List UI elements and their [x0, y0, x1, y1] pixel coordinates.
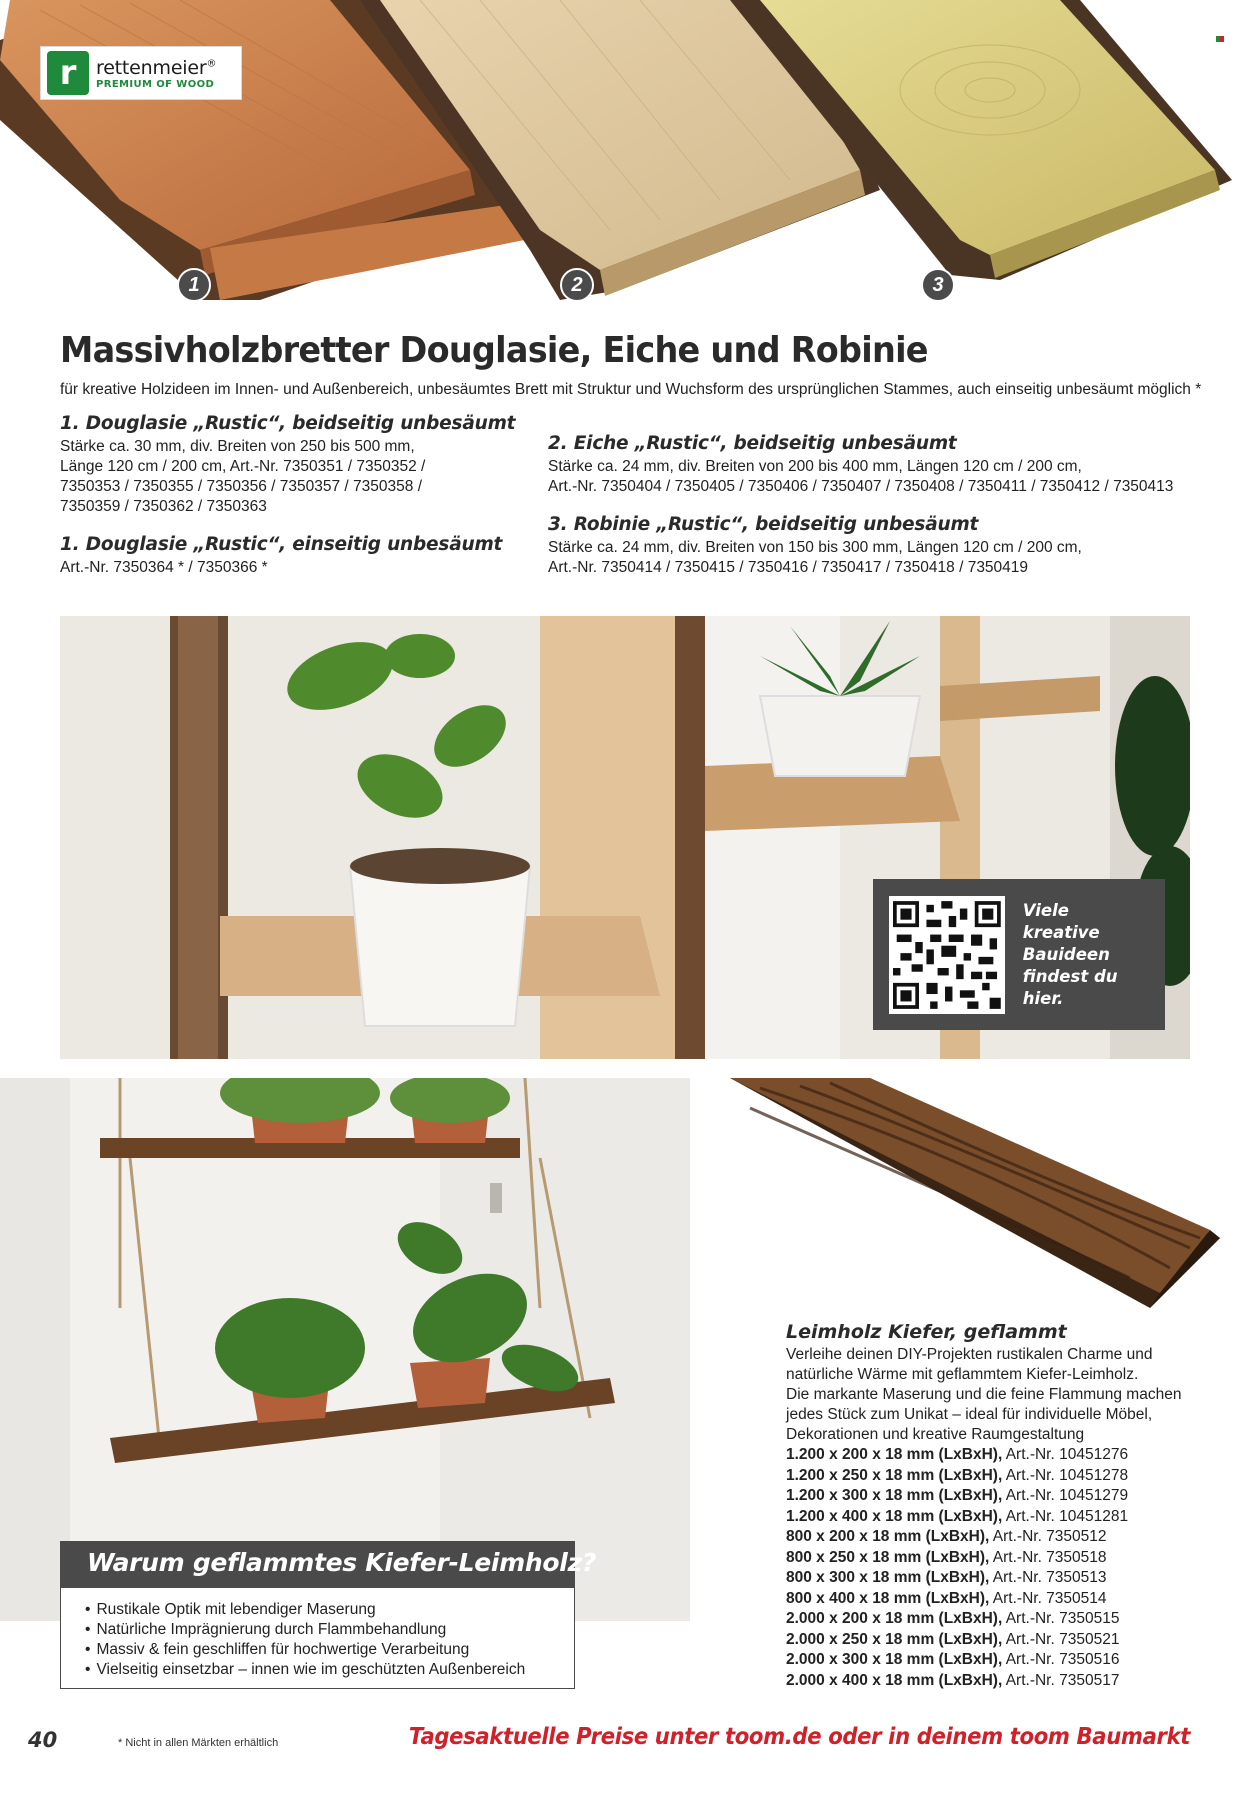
qr-code-box[interactable] — [873, 879, 1165, 1030]
leimholz-product — [786, 1321, 1206, 1691]
product-line: Stärke ca. 30 mm, div. Breiten von 250 bis 500 mm, — [60, 438, 415, 455]
product-title: 1. Douglasie „Rustic“, beidseitig unbesäumt — [60, 413, 516, 434]
list-item: • Vielseitig einsetzbar – innen wie im geschützten Außenbereich — [85, 1660, 574, 1680]
qr-code-icon[interactable] — [889, 896, 1005, 1014]
list-item: • Natürliche Imprägnierung durch Flammbehandlung — [85, 1620, 574, 1640]
page-title: Massivholzbretter Douglasie, Eiche und Robinie — [60, 330, 928, 371]
badge-3: 3 — [921, 268, 955, 302]
product-line: 7350353 / 7350355 / 7350356 / 7350357 / 7350358 / — [60, 478, 423, 495]
brand-logo — [40, 46, 242, 100]
qr-caption-line: Viele kreative — [1022, 900, 1100, 942]
size-item: 1.200 x 250 x 18 mm (LxBxH), Art.-Nr. 10451278 — [786, 1466, 1129, 1484]
product-line: Die markante Maserung und die feine Flammung machen — [786, 1386, 1182, 1403]
why-list — [61, 1588, 574, 1680]
hanging-shelf-photo — [0, 1078, 690, 1621]
intro-text: für kreative Holzideen im Innen- und Außenbereich, unbesäumtes Brett mit Struktur und Wuchsform des ursprünglichen Stammes, auch einseitig unbesäumt möglich * — [60, 381, 1202, 398]
product-douglasie-einseitig — [60, 534, 502, 578]
size-item: 800 x 400 x 18 mm (LxBxH), Art.-Nr. 7350514 — [786, 1589, 1107, 1607]
size-item: 800 x 300 x 18 mm (LxBxH), Art.-Nr. 7350513 — [786, 1569, 1107, 1586]
product-line: Stärke ca. 24 mm, div. Breiten von 150 bis 300 mm, Längen 120 cm / 200 cm, — [548, 539, 1082, 556]
product-title: 3. Robinie „Rustic“, beidseitig unbesäumt — [548, 514, 979, 535]
size-item: 1.200 x 400 x 18 mm (LxBxH), Art.-Nr. 10451281 — [786, 1507, 1129, 1525]
size-item: 2.000 x 400 x 18 mm (LxBxH), Art.-Nr. 7350517 — [786, 1671, 1120, 1689]
footer-cta[interactable]: Tagesaktuelle Preise unter toom.de oder in deinem toom Baumarkt — [408, 1724, 1190, 1750]
product-line: Art.-Nr. 7350414 / 7350415 / 7350416 / 7350417 / 7350418 / 7350419 — [548, 559, 1029, 576]
product-line: Stärke ca. 24 mm, div. Breiten von 200 bis 400 mm, Längen 120 cm / 200 cm, — [548, 458, 1082, 475]
size-item: 800 x 250 x 18 mm (LxBxH), Art.-Nr. 7350518 — [786, 1548, 1107, 1566]
product-line: natürliche Wärme mit geflammtem Kiefer-Leimholz. — [786, 1366, 1139, 1383]
size-item: 1.200 x 200 x 18 mm (LxBxH), Art.-Nr. 10451276 — [786, 1446, 1129, 1463]
qr-caption-line: hier. — [1022, 988, 1064, 1008]
qr-caption — [1023, 900, 1149, 1010]
product-line: Art.-Nr. 7350364 * / 7350366 * — [60, 559, 268, 576]
brand-tagline: PREMIUM OF WOOD — [96, 78, 215, 90]
list-item: • Massiv & fein geschliffen für hochwertige Verarbeitung — [85, 1640, 574, 1660]
product-line: jedes Stück zum Unikat – ideal für individuelle Möbel, — [786, 1406, 1153, 1423]
brand-logo-mark: r — [47, 51, 89, 95]
qr-caption-line: findest du — [1022, 966, 1118, 986]
qr-caption-line: Bauideen — [1022, 944, 1110, 964]
corner-mark-icon — [1216, 36, 1224, 42]
product-line: Art.-Nr. 7350404 / 7350405 / 7350406 / 7350407 / 7350408 / 7350411 / 7350412 / 7350413 — [548, 478, 1174, 495]
brand-name: rettenmeier® — [96, 56, 217, 79]
product-title: 1. Douglasie „Rustic“, einseitig unbesäumt — [60, 534, 503, 555]
size-item: 1.200 x 300 x 18 mm (LxBxH), Art.-Nr. 10451279 — [786, 1487, 1129, 1504]
size-item: 2.000 x 200 x 18 mm (LxBxH), Art.-Nr. 7350515 — [786, 1610, 1120, 1627]
size-list — [786, 1445, 1206, 1691]
product-line: Länge 120 cm / 200 cm, Art.-Nr. 7350351 / 7350352 / — [60, 458, 426, 475]
product-title: 2. Eiche „Rustic“, beidseitig unbesäumt — [548, 433, 957, 454]
product-line: Verleihe deinen DIY-Projekten rustikalen Charme und — [786, 1346, 1153, 1363]
product-eiche — [548, 433, 1173, 497]
why-title: Warum geflammtes Kiefer-Leimholz? — [61, 1542, 574, 1588]
product-title: Leimholz Kiefer, geflammt — [786, 1321, 1067, 1343]
product-robinie — [548, 514, 1082, 578]
hanging-shelf-illustration — [0, 1078, 690, 1621]
size-item: 2.000 x 300 x 18 mm (LxBxH), Art.-Nr. 7350516 — [786, 1651, 1120, 1668]
badge-1: 1 — [177, 268, 211, 302]
size-item: 800 x 200 x 18 mm (LxBxH), Art.-Nr. 7350512 — [786, 1528, 1107, 1545]
list-item: • Rustikale Optik mit lebendiger Maserung — [85, 1600, 574, 1620]
why-flamed-pine-box — [60, 1541, 597, 1689]
page-number: 40 — [28, 1728, 58, 1752]
hero-image — [0, 0, 1250, 320]
footnote: * Nicht in allen Märkten erhältlich — [118, 1737, 279, 1749]
product-line: Dekorationen und kreative Raumgestaltung — [786, 1426, 1085, 1443]
size-item: 2.000 x 250 x 18 mm (LxBxH), Art.-Nr. 7350521 — [786, 1630, 1120, 1648]
product-douglasie-beidseitig — [60, 413, 515, 517]
product-line: 7350359 / 7350362 / 7350363 — [60, 498, 267, 515]
flamed-pine-board-image — [730, 1078, 1220, 1308]
badge-2: 2 — [560, 268, 594, 302]
